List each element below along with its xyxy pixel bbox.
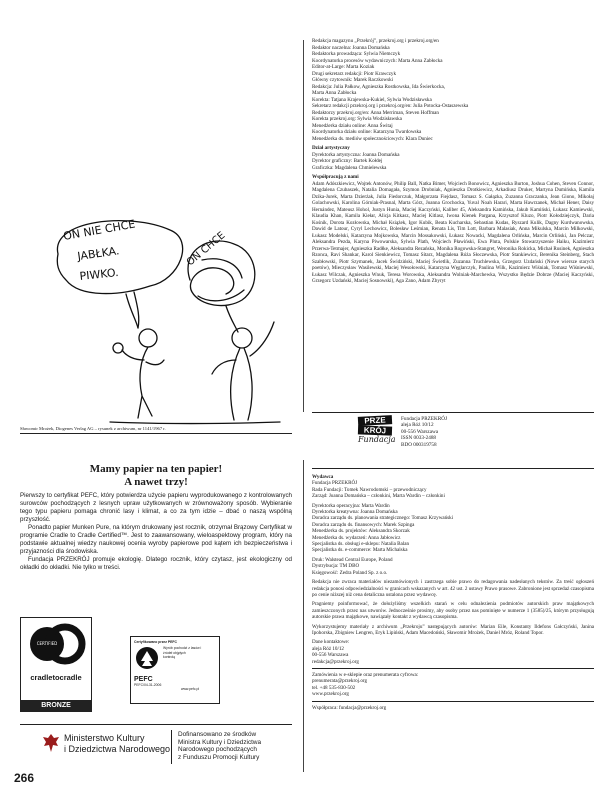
column-divider [303,40,304,412]
promo-paragraph: Ponadto papier Munken Pure, na którym drukowany jest rocznik, otrzymał Brązowy Certyfikat w programie Cradle to Cradle Certified™. Jest to zaawansowany, wieloaspektowy program, który na podstawie aktualnej wiedzy naukowej ocenia wyroby papierowe pod kątem ich bezpieczeństwa i przyjazności dla środowiska. [20,524,292,555]
publisher-board [312,480,594,499]
publisher-heading: Wydawca [312,474,334,480]
shop-details [312,672,594,698]
collaborators-list: Adam Adószkiewicz, Wojtek Antonów, Philip Ball, Natka Bimer, Wojciech Bonowicz, Agnieszka Burton, Joshua Cohen, Steven Connor, Magdalena Czubaszek, Natalia Domagała, Szymon Drobniak, Agnieszka Drotkiewicz, Arkadiusz Druker, Martyna Dumińska, Kamila Dzika-Jurek, Marta Dzierżak, Julia Fiedorczuk, Małgorzata Fiejdasz, Tomasz S. Gałązka, Zuzanna Graczanka, Jean Giono, Mikołaj Golachowski, Karolina Górniak-Prasnal, Marta Górz, Joanna Grochocka, Yuval Noah Harari, Marta Hawrzanek, Michał Hener, Daisy Hernández, Mateusz Hohol, Justyn Hunia, Maciej Kaczyński, Kaliber 45, Aleksandra Kamińska, Jakub Kamiński, Łukasz Kamiewski, Klaudia Khan, Kamila Kiełar, Alicja Kitkasz, Maciej Kitlasz, Iwona Kienek Pargana, Krzysztof Kluzo, Piotr Kołodziejczyk, Daria Kośnik, Dorota Kozłowska, Michał Książek, Igor Kubik, Beata Kucharska, Sebastian Kudas, Ryszard Kulik, Dagny Kurdwanowska, Dawid de Latour, Cyryl Lechowicz, Bolesław Leśmian, Renata Lis, Tim Lott, Barbara Malasiak, Anna Mikulska, Marcin Milkowski, Łukasz Modelski, Katarzyna Mojkowska, Marcin Mossakowski, Łukasz Nowacki, Magdalena Orlińska, Marcin Orliński, Jan Pelczar, Aleksandra Pezda, Karyna Piwowarska, Sylwia Plath, Wojciech Pławiński, Ewa Pluta, Polskie Stowarzyszenie Haiku, Kazimierz Przerwa-Tetmajer, Agnieszka Radłke, Aleksandra Rezańska, Monika Rogowska-Stangret, Weronika Rokicka, Michał Rusinek, Agnieszka Rzonca, Ravi Shankar, Karol Sienkiewicz, Tomasz Sitarz, Magdalena Róża Słoczewska, Piotr Stankiewicz, Berenika Steinberg, Stach Szabłowski, Piotr Szymanek, Jacek Świdziński, Maciej Świetlik, Zuzanna Truchlewska, Grzegorz Uzdański (Nowe wiersze starych poetów), Mieczysław Wasilewski, Maciej Wesołowski, Katarzyna Węglarczyk, Paulina Wilk, Kazimierz Wiśniak, Tomasz Wiśniewski, Łukasz Wilczak, Agnieszka Wnuk, Teresa Worowska, Aleksandra Wolniak-Marchewka, Wszystko Będzie Dobrze (Maciej Kaczyński, Grzegorz Uzdański, Maciej Sosnowski), Aga Zano, Adam Zbyryt [312,180,594,284]
publisher-line: Doradca zarządu ds. finansowych: Marek Szpinga [312,521,415,528]
contact-heading: Dane kontaktowe: [312,639,350,646]
publisher-line: Menedżerka ds. projektów: Aleksandra Skorzak [312,528,410,535]
contact-details [312,646,594,665]
art-department-heading: Dział artystyczny [312,145,350,151]
pefc-name: PEFC [134,676,153,683]
pefc-top: Certyfikowano przez PEFC [134,640,177,644]
credit-line: Koordynatorka działu online: Katarzyna Twardowska [312,129,422,135]
logo-part: PRZE [358,415,392,426]
credit-line: Redaktor naczelna: Joanna Domańska [312,44,390,51]
publisher-line: Dyrektorka operacyjna: Marta Wardin [312,502,390,509]
ministry-name-line-2: i Dziedzictwa Narodowego [64,744,171,754]
pefc-line: kontrolą [163,655,176,660]
promo-title-1: Mamy papier na ten papier! [89,463,223,475]
credit-line: Menedżerka działu online: Anna Świtaj [312,122,393,129]
svg-text:PIWKO.: PIWKO. [78,265,120,283]
pefc-badge [130,636,220,704]
address-line: aleja Róż 10/12 [401,422,434,429]
funding-line: Narodowego pochodzących [178,746,257,754]
column-divider [303,460,304,772]
pefc-tree-icon [134,646,160,674]
svg-text:JABŁKA.: JABŁKA. [76,244,121,263]
c2c-logo-icon [21,618,91,668]
credits-column [312,38,594,285]
collaborators-heading: Współpracują z nami [312,174,359,180]
pefc-description [163,646,201,674]
address-line: 00-556 Warszawa [401,428,439,435]
credit-line: Korekta: Tatjana Krajewska-Kukiel, Sylwia Wodzisławska [312,96,432,103]
credit-line: Korekta przekroj.org: Sylwia Wodzisławska [312,116,402,122]
credit-line: Główny czytownik: Marek Raczkowski [312,77,394,83]
publisher-line: Druk: Walstead Central Europe, Poland [312,556,393,563]
publisher-services [312,557,594,576]
contact-line: 00-556 Warszawa [312,652,349,659]
pefc-url: www.pefc.pl [181,687,200,691]
promo-title-2: A nawet trzy! [124,476,188,488]
eagle-emblem-icon [42,732,60,754]
ministry-funding [20,730,292,770]
credit-line: Editor-at-Large: Marta Koziak [312,64,375,70]
publisher-line: Rada Fundacji: Tomek Nawrodomski – przewodniczący [312,486,427,493]
archive-note: Wykorzystujemy materiały z archiwum „Przekroju” następujących autorów: Marian Eile, Konstanty Ildefons Gałczyński, Janina Ipohorska, Zbigniew Lengren, Eryk Lipiński, Adam Macedoński, Sławomir Mrożek, Daniel Mróz, Roland Topor. [312,623,594,636]
copyright-note: Pragniemy poinformować, że dołożyliśmy wszelkich starań w celu odnalezienia podmiotów autorskich praw majątkowych zamieszczonych przez nas utworów. Jednocześnie prosimy, aby osoby przez nas pominięte w numerze 1 (3585)/25, którym przysługują autorskie prawa majątkowe, nawiązały kontakt z wydawcą czasopisma. [312,601,594,621]
legal-note: Redakcja nie zwraca materiałów niezamówionych i zastrzega sobie prawo do redagowania nadesłanych tekstów. Za treść ogłoszeń redakcja ponosi odpowiedzialności w granicach wskazanych w art. 42 ust. 2 ustawy Prawo prasowe. Zabronione jest sprzedaż czasopisma po cenie niższej niż cena detaliczna ustalona przez wydawcę. [312,579,594,598]
credit-line: Marta Anna Zabłocka [312,90,357,96]
contact-line: aleja Róż 10/12 [312,645,344,652]
publisher-line: Dystrybucja: TM DBO [312,563,360,570]
credit-line: Drugi sekretarz redakcji: Piotr Krawczyk [312,70,397,77]
publisher-line: Specjalistka ds. obsługi e-sklepu: Natalia Balan [312,541,410,548]
divider [20,724,292,725]
paper-promo [20,463,292,572]
shop-line: Zamówienia w e-sklepie oraz prenumerata cyfrowa: [312,671,419,678]
address-line: Fundacja PRZEKRÓJ [401,416,447,422]
publisher-line: Zarząd: Joanna Domańska – członkini, Marta Wardin – członkini [312,493,445,500]
credit-line: Redakcja magazynu „Przekrój”, przekroj.org i przekroj.org/en [312,38,439,44]
address-line: ISSN 0033-2488 [401,435,437,442]
cert-name: cradletocradle [30,673,82,682]
cartoon-caption: Sławomir Mrożek, Diogenes Verlag AG – rysunek z archiwum, nr 1141/1967 r. [20,426,166,431]
bubble-text-line: ON NIE CHCE [62,217,137,243]
address-line: BDO 000319758 [401,441,437,448]
bubble-text-left [62,217,136,242]
credit-line: Sekretarz redakcji przekroj.org i przekroj.org/en: Julia Potocka-Ostaszewska [312,103,469,109]
publisher-line: Księgowość: Zedra Poland Sp. z o.o. [312,569,388,576]
shop-line: www.przekroj.org [312,691,349,698]
contact-line: redakcja@przekroj.org [312,658,359,665]
cert-label: CERTIFIED [36,641,58,646]
divider [20,433,292,434]
credit-line: Redakcja: Julia Pałkow, Agnieszka Rostkowska, Ida Świerkocka, [312,83,446,90]
bubble-text-right: ON CHCE [184,230,228,269]
art-credits [312,152,594,172]
ministry-name-line-1: Ministerstwo Kultury [64,733,145,743]
credit-line: Koordynatorka procesów wydawniczych: Marta Anna Zabłocka [312,57,443,64]
funding-note [178,731,261,761]
credit-line: Menedżerka ds. mediów społecznościowych: Klara Duniec [312,135,433,142]
divider [312,468,594,469]
publisher-line: Menedżerka ds. wydarzeń: Anna Jabłowicz [312,534,401,541]
promo-paragraph: Fundacja PRZEKRÓJ promuje ekologię. Dlatego rocznik, który czytasz, jest ekologiczny od okładki do okładki. Nie tylko w treści. [20,556,292,571]
credit-line: Graficzka: Magdalena Chmielewska [312,164,387,171]
pefc-line: źródeł objętych [163,650,186,655]
shop-line: tel. +48 535-830-502 [312,684,356,691]
publisher-line: Dyrektorka kreatywna: Joanna Domańska [312,509,398,516]
bronze-level-badge: BRONZE [20,700,92,712]
logo-script: Fundacja [358,435,396,444]
credit-line: Dyrektor graficzny: Bartek Kołdej [312,158,383,164]
credit-line: Dyrektorka artystyczna: Joanna Domańska [312,151,400,158]
promo-paragraph: Pierwszy to certyfikat PEFC, który potwierdza użycie papieru wyprodukowanego z kontrolowanych surowców pochodzących z lesnych upraw użytkowanych w zrównoważony sposób. Wybieranie tego typu papieru pomaga chronić lasy i klimat, a co za tym idzie – dbać o naszą wspólną przyszłość. [20,492,292,523]
pefc-line: Wyrób pochodzi z lasów i [163,646,202,650]
logo-part: KRÓJ [358,425,392,435]
publisher-line: Doradca zarządu ds. planowania strategicznego: Tomasz Krzywański [312,515,454,522]
funding-line: z Funduszu Promocji Kultury [178,753,260,761]
divider [312,412,594,413]
fundacja-logo [358,415,396,452]
cradle-to-cradle-badge [20,617,92,701]
cooperation-contact: Współpraca: fundacja@przekroj.org [312,704,387,711]
publisher-line: Fundacja PRZEKRÓJ [312,480,358,487]
publisher-staff [312,503,594,554]
publisher-line: Specjalistka ds. e-commerce: Marta Michalska [312,547,408,554]
cartoon-drawing [30,210,290,430]
pefc-code: PEFC/04-31-2006 [134,683,162,687]
page-number: 266 [14,771,35,785]
credit-line: Redaktorzy przekroj.org/en: Anna Merriman, Steven Hoffman [312,109,439,116]
fundacja-address [401,416,447,448]
editorial-credits [312,38,594,142]
credit-line: Redaktorka prowadząca: Sylwia Niemczyk [312,51,401,57]
funding-line: Dofinansowano ze środków [178,731,257,738]
shop-line: prenumerata@przekroj.org [312,678,368,685]
publisher-info [312,474,594,711]
funding-line: Ministra Kultury i Dziedzictwa [178,738,262,746]
